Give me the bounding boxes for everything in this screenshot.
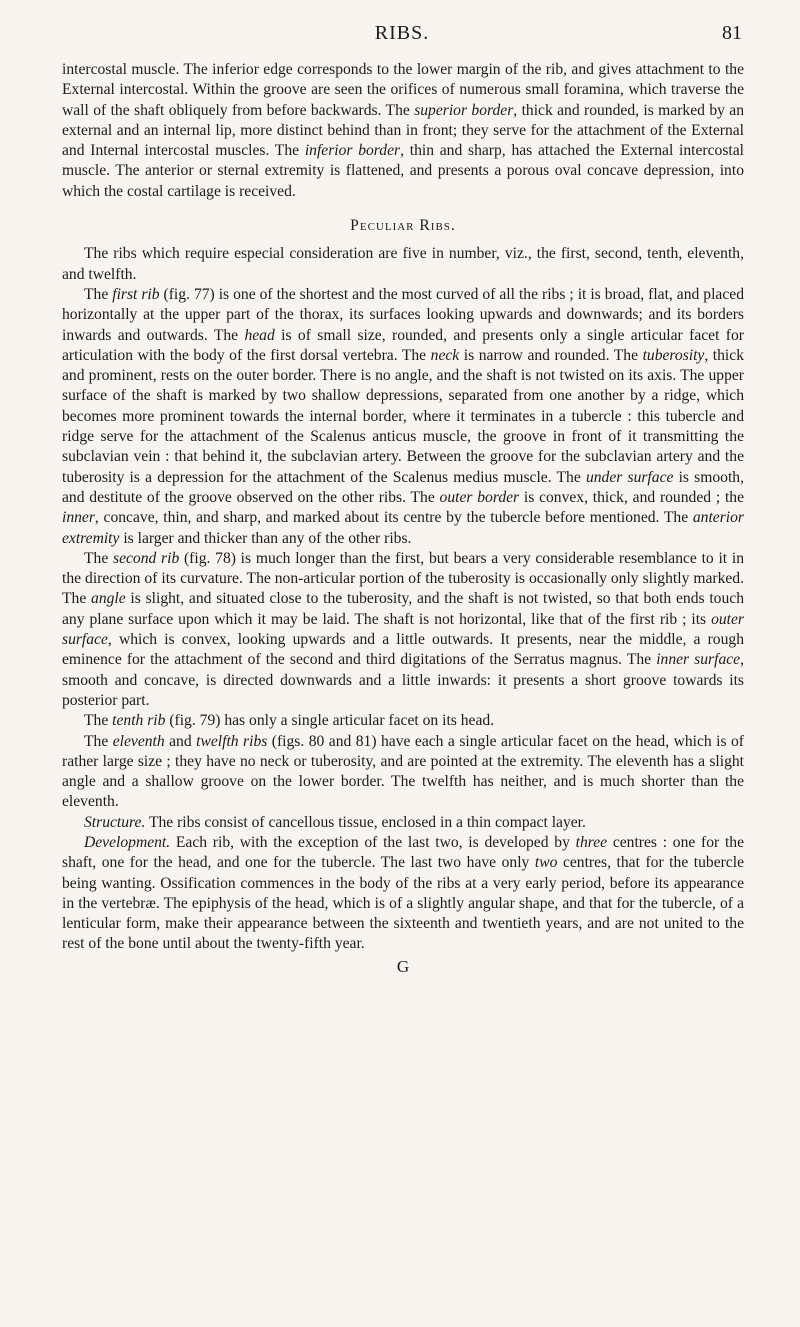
text-run: intercostal muscle. The inferior edge corresponds to the lower margin of the rib, and gives attachment to the External intercostal. Within the groove are seen the orifices of numerous small foramina, which traverse the wall of the shaft obliquely from before backwards. The [62, 61, 744, 119]
italic-term: tuberosity [642, 346, 705, 364]
text-run: The ribs consist of cancellous tissue, enclosed in a thin compact layer. [145, 813, 586, 831]
italic-term: three [575, 833, 608, 851]
paragraph-second-rib [62, 549, 744, 711]
text-run: is smooth, and destitute of the groove observed on the other ribs. The [62, 468, 744, 506]
text-run: (fig. 78) is much longer than the first, but bears a very considerable resemblance to it in the direction of its curvature. The non-articular portion of the tuberosity is occasionally only slightly marked. The [62, 549, 744, 608]
italic-term: head [244, 326, 275, 344]
text-run: The [84, 285, 113, 303]
running-head: RIBS. [374, 22, 430, 44]
text-run: (figs. 80 and 81) have each a single articular facet on the head, which is of rather large size ; they have no neck or tuberosity, and are pointed at the extremity. The eleventh has a slight angle and a shallow groove on the lower border. The twelfth has neither, and is much shorter than the eleventh. [62, 732, 744, 811]
text-run: , smooth and concave, is directed downwards and a little inwards: it presents a short groove towards its posterior part. [62, 651, 744, 709]
italic-term: second rib [113, 549, 180, 567]
page-header [62, 22, 742, 52]
italic-term: two [534, 854, 558, 872]
italic-term: first rib [112, 285, 160, 303]
text-run: , concave, thin, and sharp, and marked about its centre by the tubercle before mentioned. The [94, 509, 693, 527]
italic-term: twelfth ribs [196, 732, 268, 750]
text-run: , which is convex, looking upwards and a little outwards. It presents, near the middle, a rough eminence for the attachment of the second and third digitations of the Serratus magnus. The [62, 631, 744, 669]
italic-term: angle [91, 590, 126, 608]
italic-term: anterior extremity [62, 509, 744, 547]
text-run: centres, that for the tubercle being wanting. Ossification commences in the body of the ribs at a very early period, before its appearance in the vertebræ. The epiphysis of the head, which is of a slightly angular shape, and that for the tubercle, of a lenticular form, make their appearance between the sixteenth and twentieth years, and are not united to the rest of the bone until about the twenty-fifth year. [62, 854, 744, 953]
italic-term: Development. [84, 833, 171, 851]
text-run: The [84, 732, 113, 750]
italic-term: inner [62, 509, 95, 527]
italic-term: under surface [585, 468, 674, 486]
paragraph-peculiar-ribs [62, 244, 744, 285]
paragraph-development [62, 833, 744, 955]
text-run: The [84, 549, 113, 567]
text-run: , thin and sharp, has attached the External intercostal muscle. The anterior or sternal extremity is flattened, and presents a porous oval concave depression, into which the costal cartilage is received. [62, 142, 744, 200]
text-run: is convex, thick, and rounded ; the [519, 488, 744, 506]
italic-term: outer surface [62, 610, 744, 649]
section-heading: Peculiar Ribs. [350, 217, 456, 235]
text-run: , thick and rounded, is marked by an external and an internal lip, more distinct behind than in front; they serve for the attachment of the External and Internal intercostal muscles. The [62, 101, 745, 160]
paragraph-structure [62, 813, 744, 833]
text-run: (fig. 77) is one of the shortest and the most curved of all the ribs ; it is broad, flat, and placed horizontally at the upper part of the thorax, its surfaces looking upwards and downwards; and its borders inwards and outwards. The [62, 285, 744, 344]
text-run: is of small size, rounded, and presents only a single articular facet for articulation with the body of the first dorsal vertebra. The [62, 326, 744, 364]
paragraph-rib-borders [62, 60, 744, 202]
italic-term: inner surface [656, 651, 741, 669]
italic-term: neck [430, 346, 460, 364]
text-run: , thick and prominent, rests on the outer border. There is no angle, and the shaft is not twisted on its axis. The upper surface of the shaft is marked by two shallow depressions, separated from one another by a ridge, which becomes more prominent towards the internal border, where it terminates in a tubercle : this tubercle and ridge serve for the attachment of the Scalenus anticus muscle, the groove in front of it transmitting the subclavian vein : that behind it, the subclavian artery. Between the groove for the subclavian artery and the tuberosity is a depression for the attachment of the Scalenus medius muscle. The [62, 346, 744, 486]
italic-term: tenth rib [112, 712, 166, 730]
italic-term: outer border [439, 488, 520, 506]
paragraph-first-rib [62, 285, 744, 549]
text-run: is slight, and situated close to the tuberosity, and the shaft is not twisted, so that both ends touch any plane surface upon which it may be laid. The shaft is not horizontal, like that of the first rib ; its [62, 590, 744, 628]
text-run: (fig. 79) has only a single articular facet on its head. [165, 712, 495, 730]
text-run: and [164, 732, 197, 750]
text-run: centres : one for the shaft, one for the head, and one for the tubercle. The last two have only [62, 833, 745, 872]
page-body [62, 60, 744, 977]
paragraph-tenth-rib [62, 711, 744, 731]
text-run: The ribs which require especial consideration are five in number, viz., the first, second, tenth, eleventh, and twelfth. [62, 245, 744, 283]
text-run: is larger and thicker than any of the other ribs. [119, 529, 412, 547]
italic-term: Structure. [84, 813, 146, 831]
signature-mark: G [396, 956, 410, 976]
page-number: 81 [722, 22, 742, 44]
text-run: Each rib, with the exception of the last two, is developed by [170, 833, 576, 851]
text-run: The [84, 712, 113, 730]
text-run: is narrow and rounded. The [459, 346, 643, 364]
paragraph-eleventh-twelfth-ribs [62, 732, 744, 813]
italic-term: inferior border [304, 142, 401, 160]
italic-term: superior border [414, 101, 514, 119]
italic-term: eleventh [112, 732, 165, 750]
